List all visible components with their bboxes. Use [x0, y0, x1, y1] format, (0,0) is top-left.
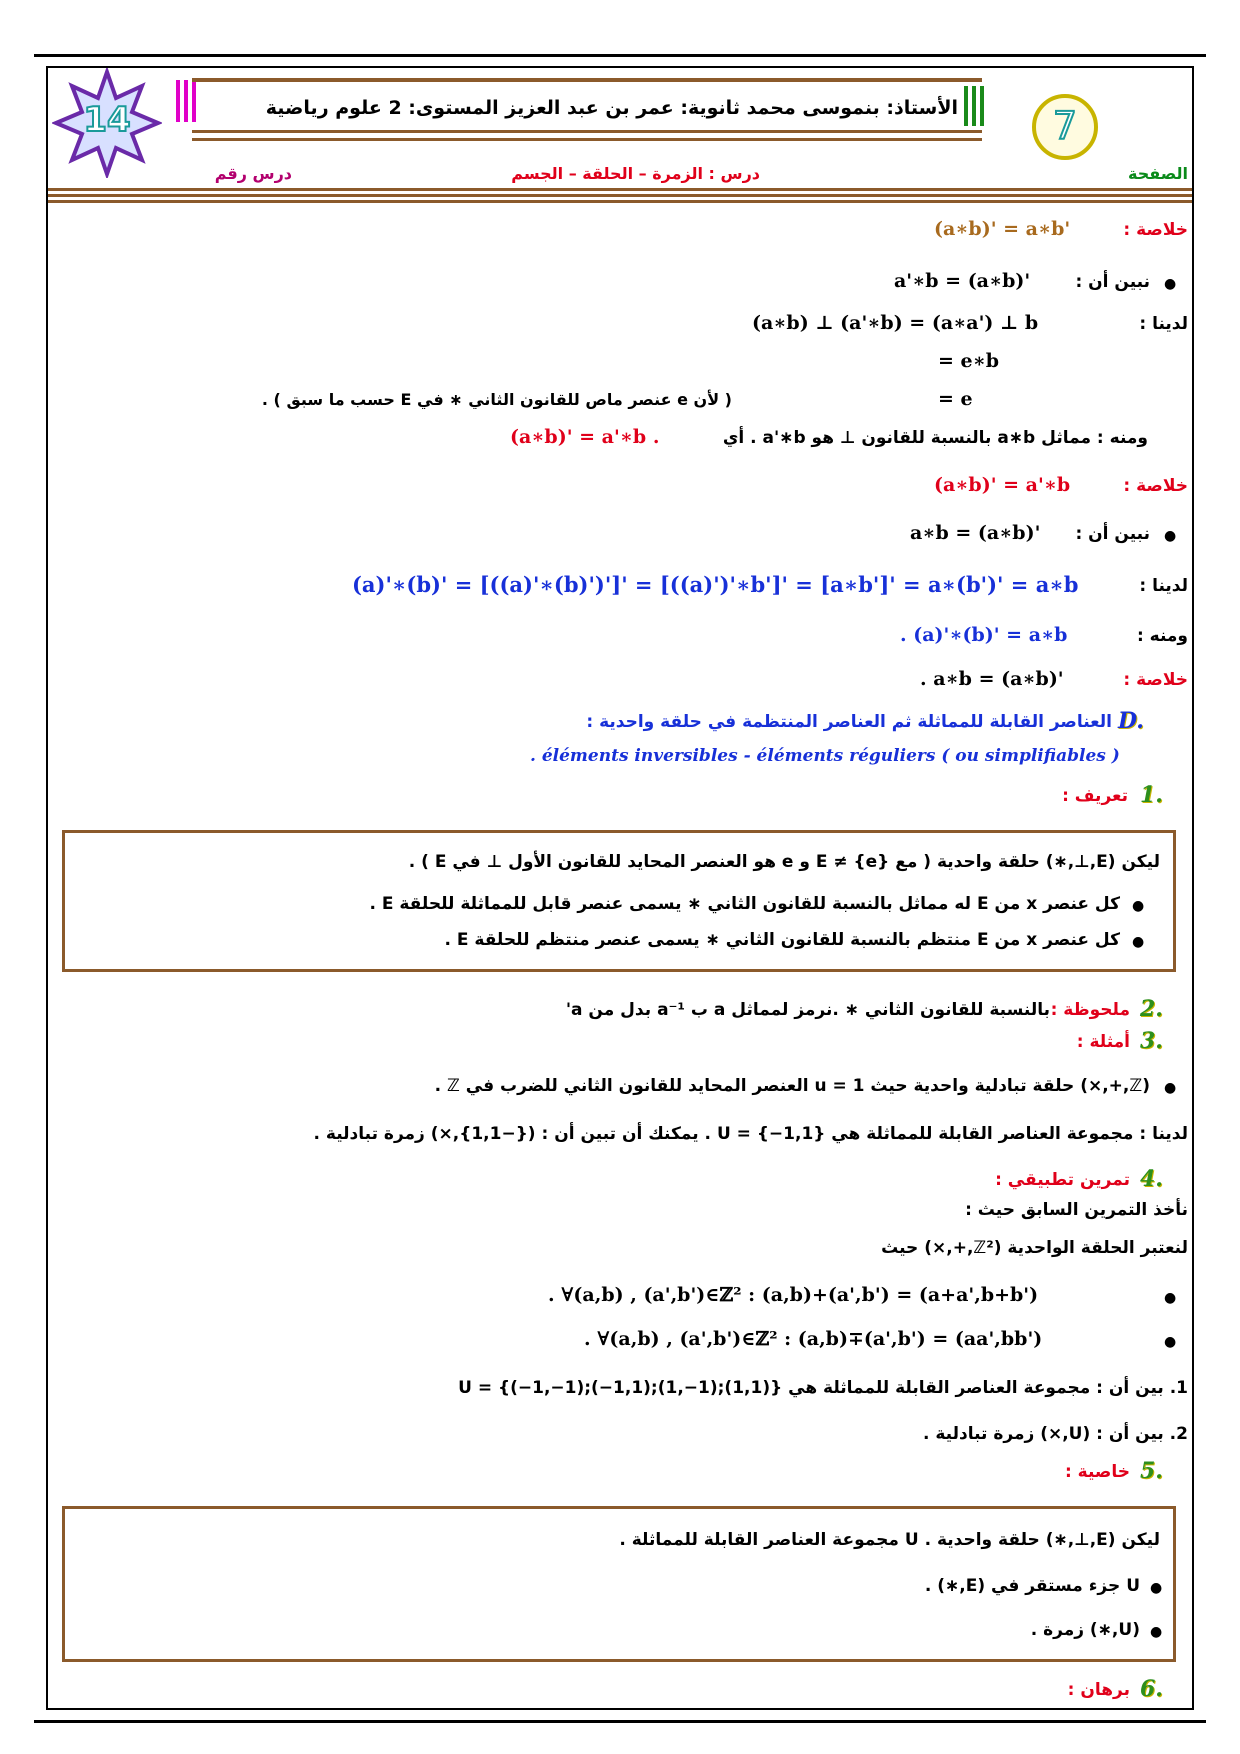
frame-top-line: [34, 54, 1206, 57]
header-low-rule: [192, 138, 982, 141]
bullet: ●: [1132, 934, 1145, 950]
bullet: ●: [1164, 276, 1177, 292]
exercise-line1: نأخذ التمرين السابق حيث :: [965, 1200, 1188, 1220]
num-2: 2.: [1140, 996, 1163, 1022]
calc1-note: ( لأن e عنصر ماص للقانون الثاني ∗ في E حسب ما سبق ) .: [261, 390, 732, 409]
header-mid-rule: [192, 130, 982, 133]
header-green-bars: [964, 86, 984, 126]
summary2-math: (a∗b)' = a'∗b: [934, 474, 1071, 496]
calc1-line1: (a∗b) ⊥ (a'∗b) = (a∗a') ⊥ b: [752, 312, 1039, 334]
lesson-number: 14: [83, 100, 131, 140]
exercise-line2: لنعتبر الحلقة الواحدية (ℤ²,+,×) حيث: [881, 1238, 1188, 1258]
show2-label: نبين أن :: [1075, 524, 1150, 544]
exercise-law2: . ∀(a,b) , (a',b')∈ℤ² : (a,b)∓(a',b') = (aa',bb'): [584, 1328, 1043, 1350]
proof-label: برهان :: [1067, 1680, 1130, 1700]
exercise-q2: 2. بين أن : (U,×) زمرة تبادلية .: [923, 1424, 1188, 1444]
hence1-text: ومنه : مماثل a∗b بالنسبة للقانون ⊥ هو a'∗b . أي: [722, 428, 1148, 448]
section-d-french: . éléments inversibles - éléments réguliers ( ou simplifiables ): [530, 746, 1120, 766]
property-label: خاصية :: [1064, 1462, 1130, 1482]
lesson-title: درس : الزمرة – الحلقة – الجسم: [511, 164, 760, 183]
page-label: الصفحة: [1127, 164, 1188, 183]
frame-bottom-line: [34, 1720, 1206, 1723]
calc1-line2: = e∗b: [938, 350, 1000, 372]
page-number: 7: [1052, 104, 1078, 148]
header-pink-bars: [176, 80, 196, 122]
section-d-title: العناصر القابلة للمماثلة ثم العناصر المنتظمة في حلقة واحدية :: [586, 712, 1112, 732]
bullet: ●: [1150, 1580, 1163, 1596]
header-bottom-rule: [48, 188, 1192, 191]
num-3: 3.: [1140, 1028, 1163, 1054]
calc2-math: (a)'∗(b)' = [((a)'∗(b)')']' = [((a)')'∗b']' = [a∗b']' = a∗(b')' = a∗b: [352, 572, 1079, 597]
examples-label: أمثلة :: [1076, 1032, 1130, 1052]
show2-math: a∗b = (a∗b)': [910, 522, 1041, 544]
header-bottom-rule-2: [48, 194, 1192, 197]
definition-label: تعريف :: [1062, 786, 1128, 806]
show1-label: نبين أن :: [1075, 272, 1150, 292]
summary1-label: خلاصة :: [1123, 220, 1188, 240]
example1-line2: لدينا : مجموعة العناصر القابلة للمماثلة هي U = {−1,1} . يمكنك أن تبين أن : ({−1,1},×) زمرة تبادلية .: [313, 1124, 1188, 1144]
prop-line2: U جزء مستقر في (E,∗) .: [924, 1576, 1140, 1596]
remark-text: بالنسبة للقانون الثاني ∗ .نرمز لمماثل a ب a⁻¹ بدل من a': [565, 1000, 1050, 1020]
def-line1: ليكن (E,⊥,∗) حلقة واحدية ( مع E ≠ {e} و e هو العنصر المحايد للقانون الأول ⊥ في E ) .: [408, 852, 1160, 872]
bullet: ●: [1164, 528, 1177, 544]
hence2-label: ومنه :: [1136, 626, 1188, 646]
section-d-letter: D.: [1118, 708, 1144, 734]
page-number-badge: [1030, 92, 1100, 162]
num-5: 5.: [1140, 1458, 1163, 1484]
num-1: 1.: [1140, 782, 1163, 808]
exercise-law1: . ∀(a,b) , (a',b')∈ℤ² : (a,b)+(a',b') = (a+a',b+b'): [548, 1284, 1039, 1306]
have-label-2: لدينا :: [1139, 576, 1188, 596]
hence2-math: . (a)'∗(b)' = a∗b: [900, 624, 1068, 646]
num-4: 4.: [1140, 1166, 1163, 1192]
bullet: ●: [1164, 1080, 1177, 1096]
calc1-line3: = e: [938, 388, 973, 410]
header-title: الأستاذ: بنموسى محمد ثانوية: عمر بن عبد العزيز المستوى: 2 علوم رياضية: [265, 97, 958, 119]
prop-line1: ليكن (E,⊥,∗) حلقة واحدية . U مجموعة العناصر القابلة للمماثلة .: [619, 1530, 1160, 1550]
summary3-label: خلاصة :: [1123, 670, 1188, 690]
exercise-label: تمرين تطبيقي :: [995, 1170, 1130, 1190]
bullet: ●: [1164, 1290, 1177, 1306]
remark-label: ملحوظة :: [1050, 1000, 1130, 1020]
hence1-math: (a∗b)' = a'∗b .: [510, 426, 660, 448]
summary2-label: خلاصة :: [1123, 476, 1188, 496]
header-bottom-rule-3: [48, 200, 1192, 203]
bullet: ●: [1164, 1334, 1177, 1350]
prop-line3: (U,∗) زمرة .: [1030, 1620, 1140, 1640]
def-line2: كل عنصر x من E له مماثل بالنسبة للقانون الثاني ∗ يسمى عنصر قابل للمماثلة للحلقة E .: [369, 894, 1120, 914]
have-label: لدينا :: [1139, 314, 1188, 334]
exercise-q1: 1. بين أن : مجموعة العناصر القابلة للمماثلة هي U = {(−1,−1);(−1,1);(1,−1);(1,1)}: [458, 1378, 1188, 1398]
bullet: ●: [1150, 1624, 1163, 1640]
header-star-badge: [52, 68, 162, 178]
header-top-rule: [192, 78, 982, 82]
example1-text: (ℤ,+,×) حلقة تبادلية واحدية حيث u = 1 العنصر المحايد للقانون الثاني للضرب في ℤ .: [434, 1076, 1150, 1096]
bullet: ●: [1132, 898, 1145, 914]
summary1-math: (a∗b)' = a∗b': [934, 218, 1071, 240]
lesson-number-label: درس رقم: [214, 164, 292, 183]
show1-math: a'∗b = (a∗b)': [894, 270, 1031, 292]
num-6: 6.: [1140, 1676, 1163, 1702]
def-line3: كل عنصر x من E منتظم بالنسبة للقانون الثاني ∗ يسمى عنصر منتظم للحلقة E .: [444, 930, 1120, 950]
summary3-math: . a∗b = (a∗b)': [920, 668, 1064, 690]
